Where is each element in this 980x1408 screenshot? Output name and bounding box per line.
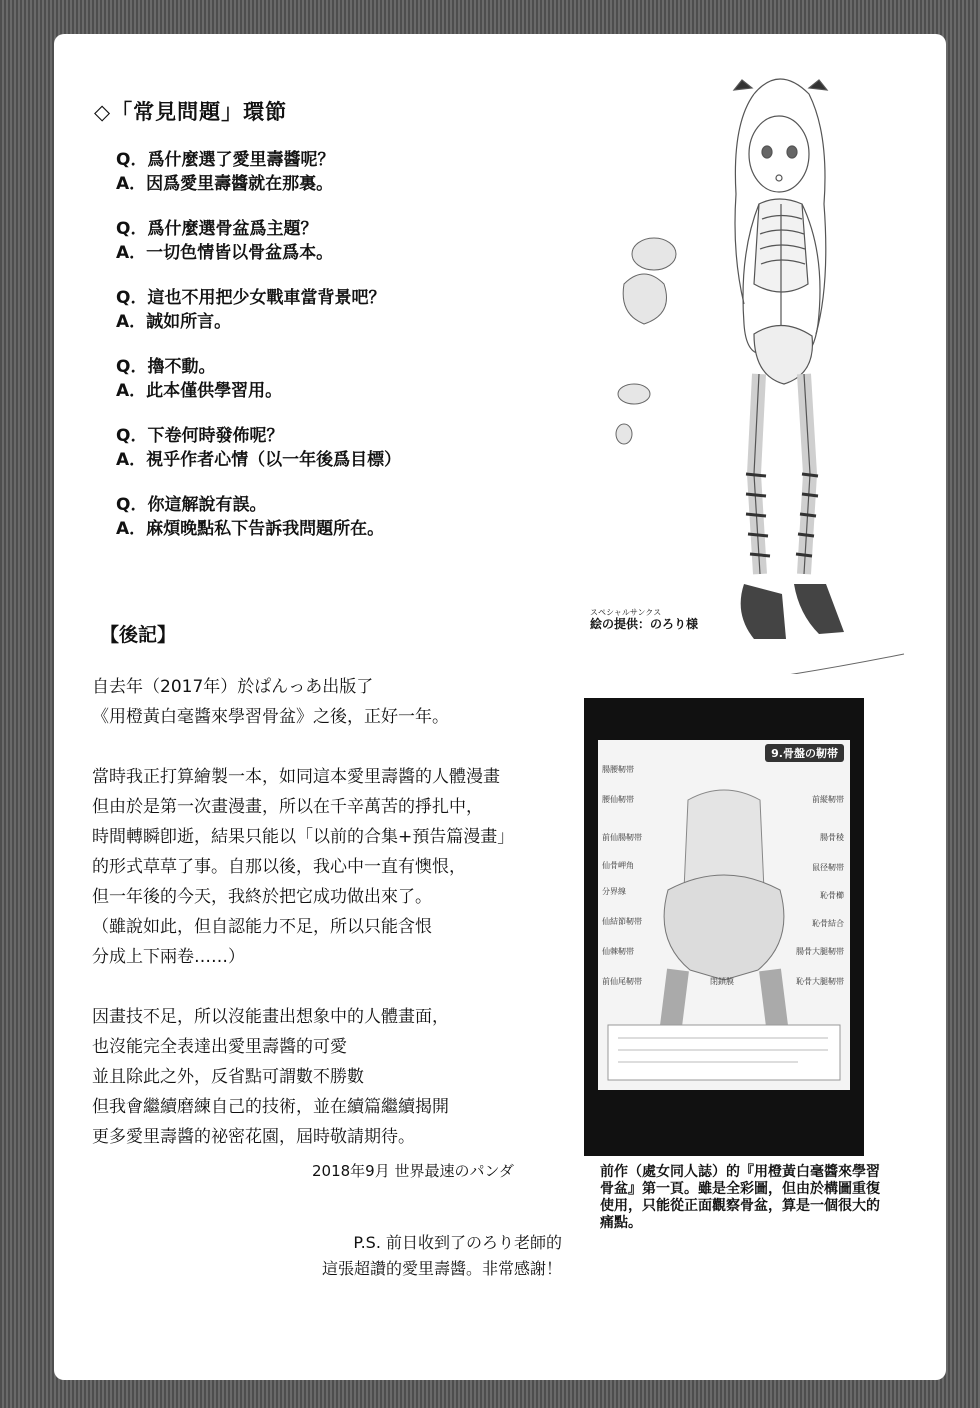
diagram-label: 閉鎖膜	[710, 977, 734, 986]
faq-answer: A．因爲愛里壽醬就在那裏。	[116, 174, 334, 194]
diagram-label: 腸腰靭帯	[602, 765, 634, 774]
diagram-label: 腸骨大腿靭帯	[796, 947, 844, 956]
text-line: 並且除此之外，反省點可謂數不勝數	[92, 1067, 364, 1087]
pelvis-diagram	[598, 740, 850, 1090]
faq-question: Q．你這解說有誤。	[116, 495, 267, 515]
illustration-credit: 絵の提供：のろり様	[590, 617, 699, 631]
diagram-label: 前仙尾靭帯	[602, 977, 642, 986]
faq-item	[116, 217, 401, 265]
ps-line: P.S. 前日收到了のろり老師的	[353, 1233, 562, 1252]
text-line: 但一年後的今天，我終於把它成功做出來了。	[92, 887, 432, 907]
faq-answer: A．一切色情皆以骨盆爲本。	[116, 243, 334, 263]
faq-list	[116, 148, 401, 562]
diagram-label: 腸骨稜	[820, 833, 844, 842]
faq-answer: A．此本僅供學習用。	[116, 381, 283, 401]
diagram-label: 前縦靭帯	[812, 795, 844, 804]
afterword-paragraph	[92, 672, 572, 732]
afterword-heading: 【後記】	[100, 624, 177, 646]
afterword-paragraph	[92, 762, 572, 972]
text-line: 自去年（2017年）於ぱんっあ出版了	[92, 677, 374, 697]
text-line: 也沒能完全表達出愛里壽醬的可愛	[92, 1037, 347, 1057]
faq-answer: A．誠如所言。	[116, 312, 232, 332]
text-line: 當時我正打算繪製一本，如同這本愛里壽醬的人體漫畫	[92, 767, 500, 787]
diagram-label: 鼠径靭帯	[812, 863, 844, 872]
faq-item	[116, 424, 401, 472]
page	[54, 34, 946, 1380]
text-line: 更多愛里壽醬的祕密花園，屆時敬請期待。	[92, 1127, 415, 1147]
character-skeleton-illustration	[604, 54, 914, 674]
text-line: 《用橙黃白毫醬來學習骨盆》之後，正好一年。	[92, 707, 449, 727]
faq-item	[116, 286, 401, 334]
faq-item	[116, 493, 401, 541]
text-line: （雖說如此，但自認能力不足，所以只能含恨	[92, 917, 432, 937]
ps-line: 這張超讚的愛里壽醬。非常感謝！	[321, 1259, 562, 1278]
afterword-body	[92, 672, 572, 1182]
faq-answer: A．麻煩晚點私下告訴我問題所在。	[116, 519, 385, 539]
faq-question: Q．這也不用把少女戰車當背景吧？	[116, 288, 386, 308]
previous-work-thumbnail	[584, 698, 864, 1156]
text-line: 的形式草草了事。自那以後，我心中一直有懊恨，	[92, 857, 466, 877]
postscript	[252, 1230, 562, 1282]
diagram-label: 恥骨大腿靭帯	[796, 977, 844, 986]
faq-question: Q．爲什麼選了愛里壽醬呢？	[116, 150, 335, 170]
text-line: 時間轉瞬卽逝，結果只能以「以前的合集+預告篇漫畫」	[92, 827, 515, 847]
faq-item	[116, 148, 401, 196]
text-line: 但由於是第一次畫漫畫，所以在千辛萬苦的掙扎中，	[92, 797, 483, 817]
diagram-label: 恥骨櫛	[820, 891, 844, 900]
faq-answer: A．視乎作者心情（以一年後爲目標）	[116, 450, 402, 470]
thumbnail-caption: 前作（處女同人誌）的『用橙黃白毫醬來學習骨盆』第一頁。雖是全彩圖，但由於構圖重復使用，只能從正面觀察骨盆，算是一個很大的痛點。	[600, 1164, 880, 1231]
faq-question: Q．爲什麼選骨盆爲主題？	[116, 219, 318, 239]
text-line: 因畫技不足，所以沒能畫出想象中的人體畫面，	[92, 1007, 449, 1027]
faq-title: ◇「常見問題」環節	[94, 100, 288, 124]
text-line: 分成上下兩卷……）	[92, 947, 245, 967]
text-line: 但我會繼續磨練自己的技術，並在續篇繼續揭開	[92, 1097, 449, 1117]
diagram-label: 仙結節靭帯	[602, 917, 642, 926]
diagram-label: 腰仙靭帯	[602, 795, 634, 804]
credit-small-label: スペシャルサンクス	[590, 608, 662, 617]
diagram-label: 前仙腸靭帯	[602, 833, 642, 842]
diagram-label: 仙骨岬角	[602, 861, 634, 870]
thumbnail-page	[598, 740, 850, 1090]
diagram-label: 仙棘靭帯	[602, 947, 634, 956]
diagram-label: 分界線	[602, 887, 626, 896]
thumbnail-header: 9.骨盤の靭帯	[765, 744, 844, 762]
afterword-paragraph	[92, 1002, 572, 1152]
diagram-label: 恥骨結合	[812, 919, 844, 928]
faq-question: Q．擼不動。	[116, 357, 216, 377]
faq-question: Q．下卷何時發佈呢？	[116, 426, 284, 446]
signature: 2018年9月 世界最速のパンダ	[312, 1162, 514, 1180]
faq-item	[116, 355, 401, 403]
